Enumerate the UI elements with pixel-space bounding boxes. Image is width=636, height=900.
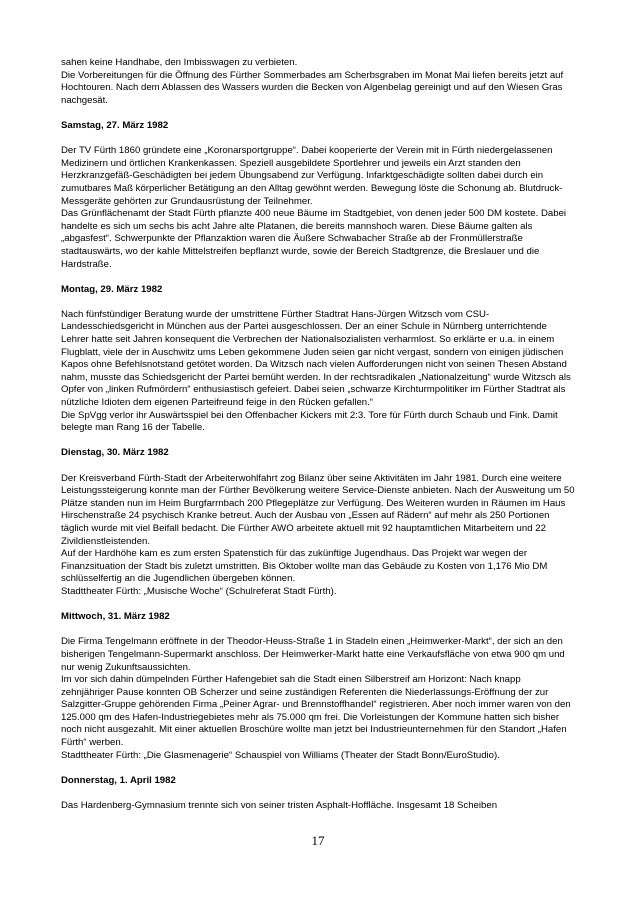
page-number: 17 (311, 833, 325, 848)
entry-body (61, 800, 575, 813)
entry-body (61, 473, 575, 599)
paragraph: Die Firma Tengelmann eröffnete in der Theodor-Heuss-Straße 1 in Stadeln einen „Heimwerker-Markt“, der sich an den bisherigen Tengelmann-Supermarkt anschloss. Der Heimwerker-Markt hatte eine Verkaufsfläche von etwa 900 qm und nur wenig Zukunftsaussichten. (61, 636, 565, 673)
entry-body (61, 309, 575, 435)
entry-date-heading: Samstag, 27. März 1982 (61, 119, 169, 131)
paragraph: sahen keine Handhabe, den Imbisswagen zu verbieten. (61, 57, 298, 68)
paragraph: Nach fünfstündiger Beratung wurde der umstrittene Fürther Stadtrat Hans-Jürgen Witzsch vom CSU-Landesschiedsgericht in München aus der Partei ausgeschlossen. Der an einer Schule in Nürnberg unterrichtende Lehrer hatte seit Jahren konsequent die Verbrechen der Nationalsozialisten verharmlost. So erklärte er u.a. in einem Flugblatt, viele der in Auschwitz ums Leben gekommene Juden seien gar nicht vergast, sondern von einigen jüdischen Kapos ohne Befehlsnotstand getötet worden. Da Witzsch nach vielen Aufforderungen nicht von seinen Thesen Abstand nahm, musste das Schiedsgericht der Partei bemüht werden. In der rechtsradikalen „Nationalzeitung“ wurde Witzsch als Opfer von „linken Rufmördern“ enthusiastisch gefeiert. Dabei seien „schwarze Kirchturmpolitiker im Fürther Stadtrat als nützliche Idioten dem eigenen Parteifreund feige in den Rücken gefallen.“ (61, 308, 571, 409)
paragraph: Der TV Fürth 1860 gründete eine „Koronarsportgruppe“. Dabei kooperierte der Verein mit in Fürth niedergelassenen Medizinern und örtlichen Krankenkassen. Speziell ausgebildete Sportlehrer und jeweils ein Arzt standen den Herzkranzgefäß-Geschädigten bei jedem Übungsabend zur Verfügung. Infarktgeschädigte sollten dabei durch ein zumutbares Maß körperlicher Betätigung an den Alltag gewöhnt werden. Bewegung löste die Schonung ab. Blutdruck-Messgeräte gehörten zur Grundausrüstung der Teilnehmer. (61, 145, 563, 207)
intro-block (61, 57, 575, 107)
entry-date-heading: Dienstag, 30. März 1982 (61, 447, 169, 459)
paragraph: Das Hardenberg-Gymnasium trennte sich von seiner tristen Asphalt-Hoffläche. Insgesamt 18 Scheiben (61, 800, 498, 812)
paragraph: Stadttheater Fürth: „Musische Woche“ (Schulreferat Stadt Fürth). (61, 585, 337, 597)
entry-date-heading: Montag, 29. März 1982 (61, 283, 163, 295)
paragraph: Die Vorbereitungen für die Öffnung des Fürther Sommerbades am Scherbsgraben im Monat Mai liefen bereits jetzt auf Hochtouren. Nach dem Ablassen des Wassers wurden die Becken von Algenbelag gereinigt und auf den Wiesen Gras nachgesät. (61, 69, 564, 106)
entry-date-heading: Mittwoch, 31. März 1982 (61, 611, 170, 623)
paragraph: Stadttheater Fürth: „Die Glasmenagerie“ Schauspiel von Williams (Theater der Stadt Bonn/EuroStudio). (61, 749, 500, 761)
paragraph: Im vor sich dahin dümpelnden Fürther Hafengebiet sah die Stadt einen Silberstreif am Horizont: Nach knapp zehnjähriger Pause konnten OB Scherzer und seine zuständigen Referenten die Niederlassungs-Eröffnung der zur Salzgitter-Gruppe gehörenden Firma „Peiner Agrar- und Brennstoffhandel“ registrieren. Aber noch immer waren von den 125.000 qm des Hafen-Industriegebietes mehr als 75.000 qm frei. Die Vorleistungen der Kommune hatten sich bisher noch nicht ausgezahlt. Mit einer aktuellen Broschüre wollte man jetzt bei Industrieunternehmen für den Standort „Hafen Fürth“ werben. (61, 674, 571, 749)
document-page (61, 57, 575, 825)
paragraph: Der Kreisverband Fürth-Stadt der Arbeiterwohlfahrt zog Bilanz über seine Aktivitäten im Jahr 1981. Durch eine weitere Leistungssteigerung konnte man der Fürther Bevölkerung weitere Service-Dienste anbieten. Nach der Ausweitung um 50 Plätze standen nun im Heim Burgfarrnbach 200 Pflegeplätze zur Verfügung. Des Weiteren wurden in Räumen im Haus Hirschenstraße 24 psychisch Kranke betreut. Auch der Ausbau von „Essen auf Rädern“ auf mehr als 250 Portionen täglich wurde mit viel Beifall bedacht. Die Fürther AWO arbeitete aktuell mit 92 hauptamtlichen Mitarbeitern und 22 Zivildienstleistenden. (61, 472, 575, 547)
entry-date-heading: Donnerstag, 1. April 1982 (61, 774, 176, 786)
paragraph: Die SpVgg verlor ihr Auswärtsspiel bei den Offenbacher Kickers mit 2:3. Tore für Fürth durch Schaub und Fink. Damit belegte man Rang 16 der Tabelle. (61, 409, 558, 434)
entry-body (61, 636, 575, 762)
paragraph: Auf der Hardhöhe kam es zum ersten Spatenstich für das zukünftige Jugendhaus. Das Projekt war wegen der Finanzsituation der Stadt bis zuletzt umstritten. Bis Oktober wollte man das Gebäude zu Kosten von 1,176 Mio DM schlüsselfertig an die Jugendlichen übergeben können. (61, 548, 548, 585)
paragraph: Das Grünflächenamt der Stadt Fürth pflanzte 400 neue Bäume im Stadtgebiet, von denen jeder 500 DM kostete. Dabei handelte es sich um sechs bis acht Jahre alte Platanen, die bereits mannshoch waren. Diese Bäume galten als „abgasfest“. Schwerpunkte der Pflanzaktion waren die Äußere Schwabacher Straße ab der Fronmüllerstraße stadtauswärts, wo der kahle Mittelstreifen bepflanzt wurde, sowie der Bereich Stadtgrenze, die Breslauer und die Hardstraße. (61, 208, 567, 270)
entry-body (61, 145, 575, 271)
